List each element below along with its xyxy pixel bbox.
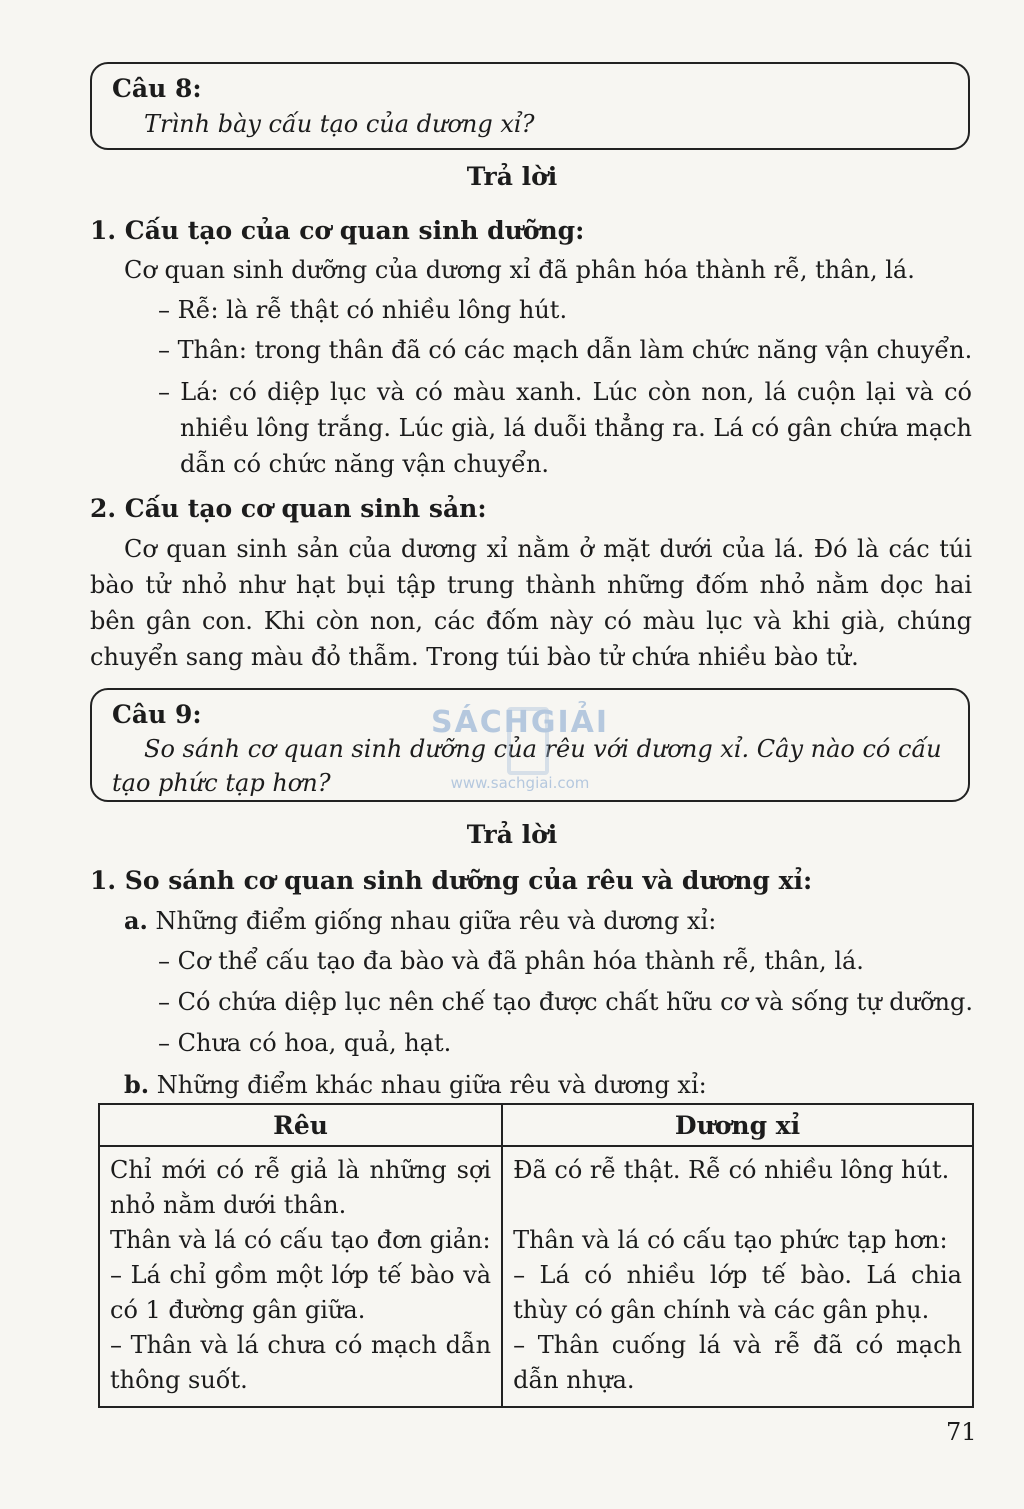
header-reu: Rêu <box>99 1104 502 1146</box>
part-b-text: Những điểm khác nhau giữa rêu và dương xỉ: <box>156 1071 707 1099</box>
part-a-text: Những điểm giống nhau giữa rêu và dương xỉ: <box>155 907 717 935</box>
answer-8-heading: Trả lời <box>466 162 558 191</box>
reu-structure: Thân và lá có cấu tạo đơn giản: <box>110 1226 491 1254</box>
question-8-box <box>90 62 970 150</box>
part-b-label: b. <box>124 1070 150 1099</box>
header-duong-xi: Dương xỉ <box>502 1104 973 1146</box>
answer-8-section-1-title: 1. Cấu tạo của cơ quan sinh dưỡng: <box>90 216 585 245</box>
watermark-logo-frame <box>507 707 549 775</box>
reu-root: Chỉ mới có rễ giả là những sợi nhỏ nằm dưới thân. <box>110 1156 492 1219</box>
answer-8-section-1-intro: Cơ quan sinh dưỡng của dương xỉ đã phân hóa thành rễ, thân, lá. <box>124 256 915 284</box>
reu-stem: – Thân và lá chưa có mạch dẫn thông suốt. <box>110 1331 492 1394</box>
answer-8-item-root: – Rễ: là rễ thật có nhiều lông hút. <box>158 296 568 324</box>
comparison-table <box>98 1103 974 1408</box>
duong-xi-root: Đã có rễ thật. Rễ có nhiều lông hút. <box>513 1156 950 1184</box>
watermark-title: SÁCHGIẢI <box>430 705 610 740</box>
watermark-url: www.sachgiai.com <box>450 774 590 792</box>
table-header-row <box>99 1104 973 1146</box>
similarity-item-3: – Chưa có hoa, quả, hạt. <box>158 1029 452 1057</box>
part-a-label: a. <box>124 906 148 935</box>
question-8-label: Câu 8: <box>112 74 202 103</box>
answer-8-section-2-text: Cơ quan sinh sản của dương xỉ nằm ở mặt dưới của lá. Đó là các túi bào tử nhỏ như hạt bụi tập trung thành những đốm nhỏ nằm dọc hai bên gân con. Khi còn non, các đốm này có màu lục và khi già, chúng chuyển sang màu đỏ thẫm. Trong túi bào tử chứa nhiều bào tử. <box>90 535 972 671</box>
similarity-item-2: – Có chứa diệp lục nên chế tạo được chất hữu cơ và sống tự dưỡng. <box>158 988 974 1016</box>
question-9-label: Câu 9: <box>112 700 202 729</box>
duong-xi-stem: – Thân cuống lá và rễ đã có mạch dẫn nhựa. <box>513 1331 962 1394</box>
question-9-text: So sánh cơ quan sinh dưỡng của rêu với dương xỉ. Cây nào có cấu tạo phức tạp hơn? <box>112 735 942 797</box>
duong-xi-leaf: – Lá có nhiều lớp tế bào. Lá chia thùy có gân chính và các gân phụ. <box>513 1261 962 1324</box>
page-number: 71 <box>946 1418 977 1446</box>
cell-duong-xi <box>502 1146 973 1407</box>
question-8-text: Trình bày cấu tạo của dương xỉ? <box>144 110 535 138</box>
answer-9-section-1-title: 1. So sánh cơ quan sinh dưỡng của rêu và dương xỉ: <box>90 866 813 895</box>
answer-9-heading: Trả lời <box>466 820 558 849</box>
similarity-item-1: – Cơ thể cấu tạo đa bào và đã phân hóa thành rễ, thân, lá. <box>158 947 864 975</box>
sachgiai-watermark <box>415 703 625 803</box>
reu-leaf: – Lá chỉ gồm một lớp tế bào và có 1 đường gân giữa. <box>110 1261 492 1324</box>
cell-reu <box>99 1146 502 1407</box>
answer-8-section-2-title: 2. Cấu tạo cơ quan sinh sản: <box>90 494 487 523</box>
answer-9-part-a <box>124 906 716 935</box>
duong-xi-structure: Thân và lá có cấu tạo phức tạp hơn: <box>513 1226 948 1254</box>
answer-8-item-leaf: – Lá: có diệp lục và có màu xanh. Lúc còn non, lá cuộn lại và có nhiều lông trắng. Lúc già, lá duỗi thẳng ra. Lá có gân chứa mạch dẫn có chức năng vận chuyển. <box>158 378 972 478</box>
answer-9-part-b <box>124 1070 707 1099</box>
table-row <box>99 1146 973 1407</box>
answer-8-item-stem: – Thân: trong thân đã có các mạch dẫn làm chức năng vận chuyển. <box>158 336 973 364</box>
